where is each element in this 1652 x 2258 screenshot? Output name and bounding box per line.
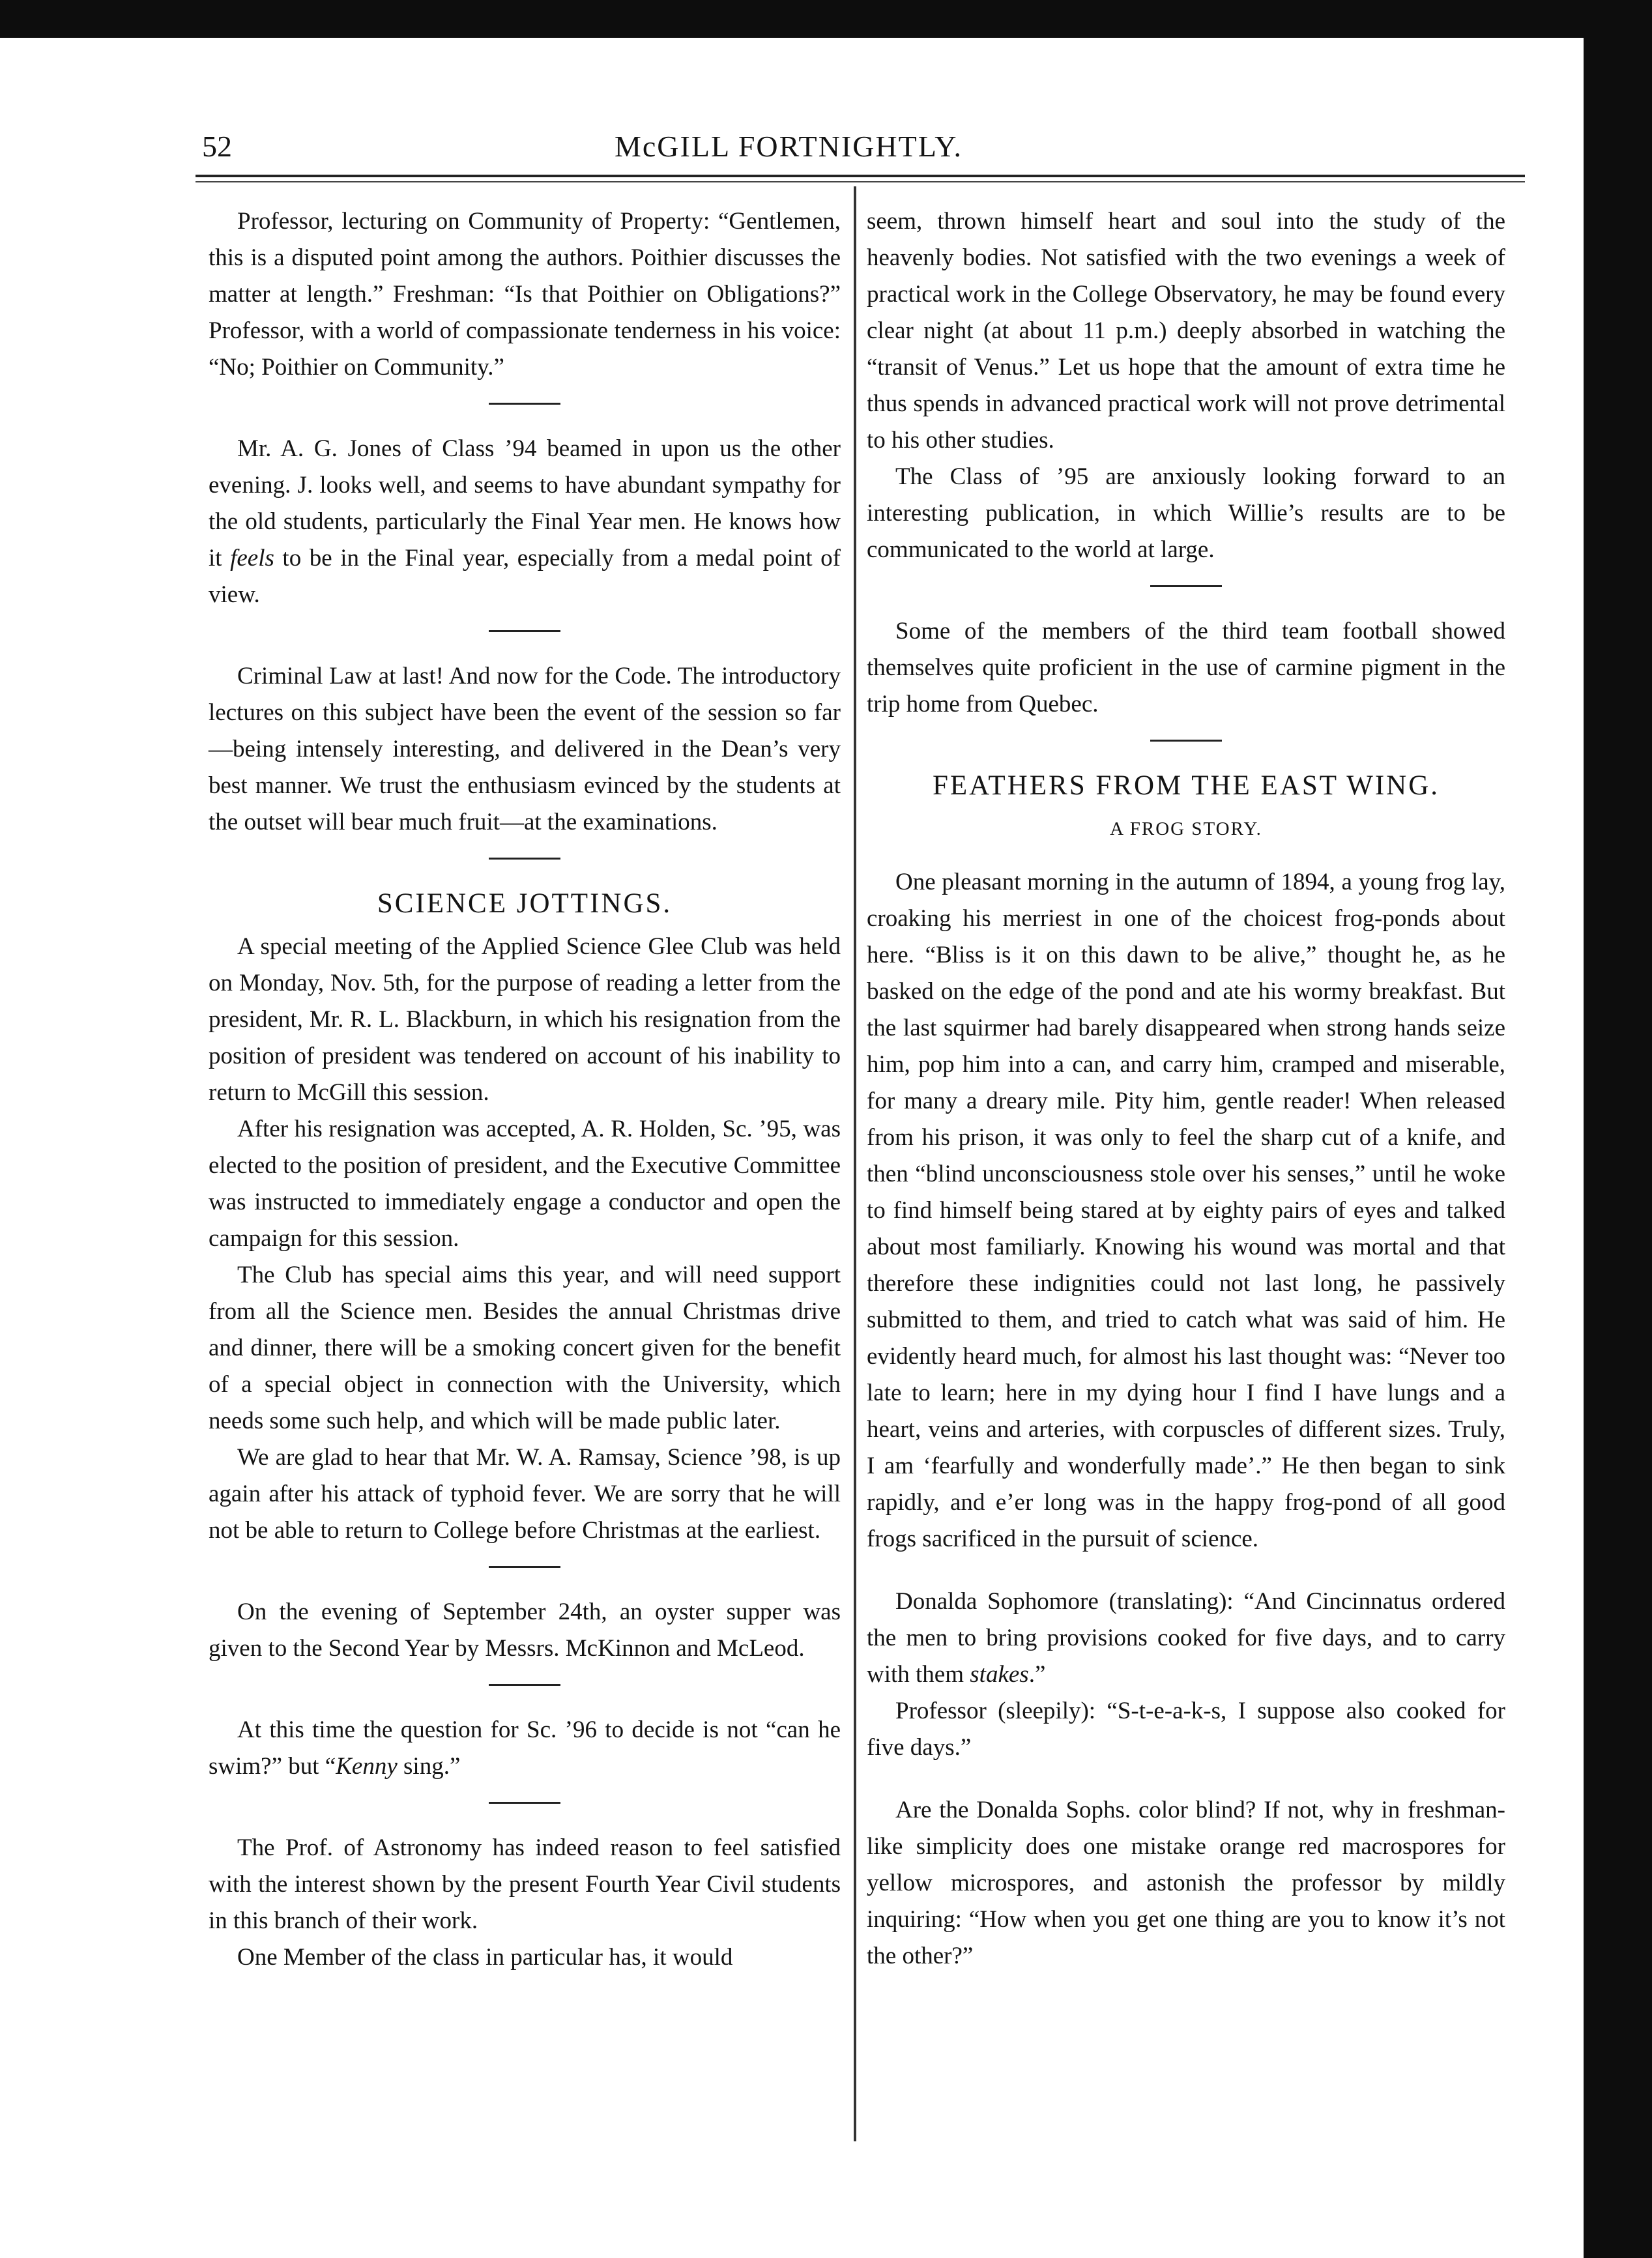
paragraph-football: Some of the members of the third team football showed themselves quite proficient in the use of carmine pigment in the trip home from Quebec. <box>867 618 1505 717</box>
paragraph-oyster-supper: On the evening of September 24th, an oyster supper was given to the Second Year by Messrs. McKinnon and McLeod. <box>209 1599 841 1662</box>
separator-rule <box>489 1684 560 1686</box>
header-rule-thin <box>196 181 1525 182</box>
paragraph-color-blind: Are the Donalda Sophs. color blind? If not, why in freshman-like simplicity does one mistake orange red macrospores for yellow microspores, and astonish the professor by mildly inquiring: “How when you get one thing are you to know it’s not the other?” <box>867 1797 1505 1969</box>
running-title: McGILL FORTNIGHTLY. <box>614 130 963 163</box>
separator-rule <box>1150 740 1222 742</box>
paragraph-kenny: At this time the question for Sc. ’96 to decide is not “can he swim?” but “Kenny sing.” <box>209 1716 841 1780</box>
paragraph-jones: Mr. A. G. Jones of Class ’94 beamed in upon us the other evening. J. looks well, and seems to have abundant sympathy for the old students, particularly the Final Year men. He knows how it feels to be in the Final year, especially from a medal point of view. <box>209 435 841 608</box>
paragraph-holden: After his resignation was accepted, A. R. Holden, Sc. ’95, was elected to the position of president, and the Executive Committee was instructed to immediately engage a conductor and open the campaign for this session. <box>209 1116 841 1252</box>
paragraph-frog-story: One pleasant morning in the autumn of 1894, a young frog lay, croaking his merriest in one of the choicest frog-ponds about here. “Bliss is it on this dawn to be alive,” thought he, as he basked on the edge of the pond and ate his wormy breakfast. But the last squirmer had barely disappeared when strong hands seize him, pop him into a can, and carry him, cramped and miserable, for many a dreary mile. Pity him, gentle reader! When released from his prison, it was only to feel the sharp cut of a knife, and then “blind unconsciousness stole over his senses,” until he woke to find himself being stared at by eighty pairs of eyes and talked about most familiarly. Knowing his wound was mortal and that therefore these indignities could not last long, he passively submitted to them, and tried to catch what was said of him. He evidently heard much, for almost his last thought was: “Never too late to learn; here in my dying hour I find I have lungs and a heart, veins and arteries, with corpuscles of different sizes. Truly, I am ‘fearfully and wonderfully made’.” He then began to sink rapidly, and e’er long was in the happy frog-pond of all good frogs sacrificed in the pursuit of science. <box>867 869 1505 1552</box>
paragraph-transit-of-venus: seem, thrown himself heart and soul into the study of the heavenly bodies. Not satisfied with the two evenings a week of practical work in the College Observatory, he may be found every clear night (at about 11 p.m.) deeply absorbed in watching the “transit of Venus.” Let us hope that the amount of extra time he thus spends in advanced practical work will not prove detrimental to his other studies. <box>867 208 1505 454</box>
paragraph-one-member: One Member of the class in particular has, it would <box>237 1944 733 1971</box>
paragraph-community-property: Professor, lecturing on Community of Property: “Gentlemen, this is a disputed point among the authors. Poithier discusses the matter at length.” Freshman: “Is that Poithier on Obligations?” Professor, with a world of compassionate tenderness in his voice: “No; Poithier on Community.” <box>209 208 841 381</box>
page-number: 52 <box>202 130 232 163</box>
paragraph-ramsay: We are glad to hear that Mr. W. A. Ramsay, Science ’98, is up again after his attack of typhoid fever. We are sorry that he will not be able to return to College before Christmas at the earliest. <box>209 1444 841 1544</box>
header-rule <box>196 175 1525 177</box>
right-scan-border <box>1584 0 1652 2258</box>
separator-rule <box>489 403 560 405</box>
separator-rule <box>1150 585 1222 587</box>
section-heading-feathers: FEATHERS FROM THE EAST WING. <box>932 770 1440 801</box>
paragraph-club-aims: The Club has special aims this year, and will need support from all the Science men. Besides the annual Christmas drive and dinner, there will be a smoking concert given for the benefit of a special object in connection with the University, which needs some such help, and which will be made public later. <box>209 1262 841 1434</box>
separator-rule <box>489 1802 560 1804</box>
paragraph-glee-club: A special meeting of the Applied Science Glee Club was held on Monday, Nov. 5th, for the purpose of reading a letter from the president, Mr. R. L. Blackburn, in which his resignation from the position of president was tendered on account of his inability to return to McGill this session. <box>209 933 841 1106</box>
separator-rule <box>489 1566 560 1568</box>
separator-rule <box>489 630 560 632</box>
section-heading-science-jottings: SCIENCE JOTTINGS. <box>377 888 673 919</box>
right-column <box>867 203 1505 1975</box>
column-divider <box>854 186 856 2141</box>
paragraph-criminal-law: Criminal Law at last! And now for the Code. The introductory lectures on this subject have been the event of the session so far—being intensely interesting, and delivered in the Dean’s very best manner. We trust the enthusiasm evinced by the students at the outset will bear much fruit—at the examinations. <box>209 663 841 835</box>
paragraph-steaks: Professor (sleepily): “S-t-e-a-k-s, I suppose also cooked for five days.” <box>867 1698 1505 1761</box>
separator-rule <box>489 858 560 860</box>
paragraph-astronomy: The Prof. of Astronomy has indeed reason to feel satisfied with the interest shown by the present Fourth Year Civil students in this branch of their work. <box>209 1834 841 1934</box>
paragraph-class-95: The Class of ’95 are anxiously looking forward to an interesting publication, in which Willie’s results are to be communicated to the world at large. <box>867 463 1505 563</box>
left-column <box>209 203 841 1976</box>
subheading-frog-story: A FROG STORY. <box>1110 818 1262 839</box>
paragraph-cincinnatus: Donalda Sophomore (translating): “And Cincinnatus ordered the men to bring provisions cooked for five days, and to carry with them stakes.” <box>867 1588 1505 1688</box>
top-scan-border <box>0 0 1652 38</box>
